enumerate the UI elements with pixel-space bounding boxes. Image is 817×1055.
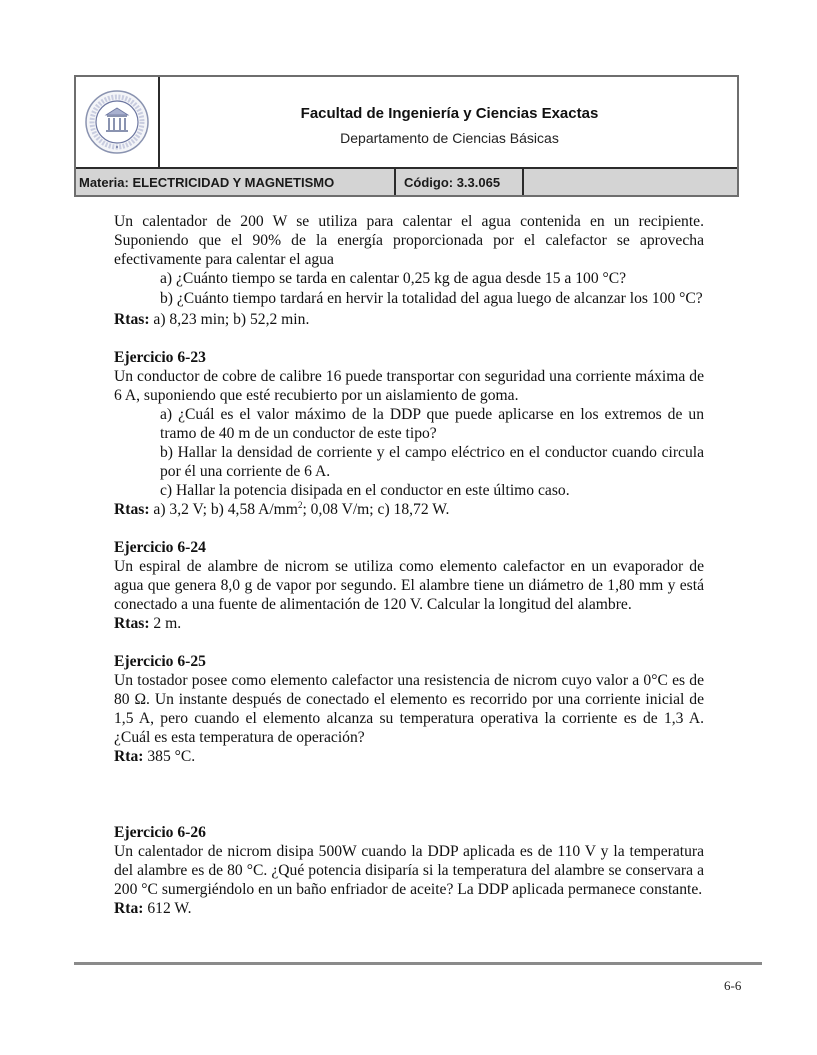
exercise-6-24 bbox=[114, 538, 704, 633]
exercise-statement: Un tostador posee como elemento calefactor una resistencia de nicrom cuyo valor a 0°C es de 80 Ω. Un instante después de conectado el elemento es recorrido por una corriente inicial de 1,5 A, pero cuando el elemento alcanza su temperatura operativa la corriente es de 1,3 A. ¿Cuál es esta temperatura de operación? bbox=[114, 672, 704, 746]
exercise-item-a: a) ¿Cuál es el valor máximo de la DDP que puede aplicarse en los extremos de un tramo de 40 m de un conductor de este tipo? bbox=[160, 406, 704, 442]
answer-label: Rtas: bbox=[114, 311, 150, 328]
exercise-item-b: b) ¿Cuánto tiempo tardará en hervir la totalidad del agua luego de alcanzar los 100 °C? bbox=[160, 290, 703, 307]
exercise-title: Ejercicio 6-24 bbox=[114, 539, 206, 556]
intro-exercise bbox=[114, 212, 704, 329]
exercise-statement: Un espiral de alambre de nicrom se utiliza como elemento calefactor en un evaporador de agua que genera 8,0 g de vapor por segundo. El alambre tiene un diámetro de 1,80 mm y está conectado a una fuente de alimentación de 120 V. Calcular la longitud del alambre. bbox=[114, 558, 704, 613]
exercise-answer bbox=[114, 310, 704, 329]
university-logo-cell bbox=[76, 77, 160, 167]
answer-label: Rtas: bbox=[114, 615, 150, 632]
header-table bbox=[74, 75, 739, 197]
department-subtitle: Departamento de Ciencias Básicas bbox=[340, 130, 559, 146]
header-top-row bbox=[76, 77, 737, 169]
code-cell: Código: 3.3.065 bbox=[396, 169, 524, 195]
answer-label: Rtas: bbox=[114, 501, 150, 518]
document-body bbox=[114, 212, 704, 918]
header-title-cell bbox=[162, 77, 737, 167]
answer-label: Rta: bbox=[114, 900, 144, 917]
faculty-title: Facultad de Ingeniería y Ciencias Exactas bbox=[300, 105, 599, 122]
exercise-statement: Un calentador de 200 W se utiliza para calentar el agua contenida en un recipiente. Suponiendo que el 90% de la energía proporcionada por el calefactor se aprovecha efectivamente para calentar el agua bbox=[114, 213, 704, 268]
exercise-title: Ejercicio 6-23 bbox=[114, 349, 206, 366]
exercise-statement: Un conductor de cobre de calibre 16 puede transportar con seguridad una corriente máxima de 6 A, suponiendo que esté recubierto por un aislamiento de goma. bbox=[114, 368, 704, 404]
exercise-statement: Un calentador de nicrom disipa 500W cuando la DDP aplicada es de 110 V y la temperatura del alambre es de 80 °C. ¿Qué potencia disiparía si la temperatura del alambre se conservara a 200 °C sumergiéndolo en un baño enfriador de aceite? La DDP aplicada permanece constante. bbox=[114, 843, 704, 898]
page-number: 6-6 bbox=[724, 978, 742, 993]
exercise-answer: Rta: 612 W. bbox=[114, 900, 192, 917]
header-bottom-row bbox=[76, 169, 737, 195]
university-seal-icon bbox=[84, 89, 150, 155]
exercise-answer: Rtas: a) 3,2 V; b) 4,58 $A/mm^2$; 0,08 V/m; c) 18,72 W. bbox=[114, 499, 450, 518]
exercise-6-25 bbox=[114, 652, 704, 766]
exercise-item-a: a) ¿Cuánto tiempo se tarda en calentar 0,25 kg de agua desde 15 a 100 °C? bbox=[160, 270, 627, 287]
exercise-6-23 bbox=[114, 348, 704, 519]
empty-cell bbox=[524, 169, 737, 195]
exercise-item-b: b) Hallar la densidad de corriente y el campo eléctrico en el conductor cuando circula por él una corriente de 6 A. bbox=[160, 444, 704, 480]
subject-cell: Materia: ELECTRICIDAD Y MAGNETISMO bbox=[76, 169, 396, 195]
answer-text: a) 8,23 min; b) 52,2 min. bbox=[149, 311, 310, 328]
footer-divider bbox=[74, 962, 762, 965]
exercise-answer: Rtas: 2 m. bbox=[114, 615, 182, 632]
exercise-answer: Rta: 385 °C. bbox=[114, 748, 196, 765]
exercise-title: Ejercicio 6-26 bbox=[114, 824, 206, 841]
exercise-6-26 bbox=[114, 823, 704, 918]
exercise-item-c: c) Hallar la potencia disipada en el conductor en este último caso. bbox=[160, 482, 570, 499]
exercise-title: Ejercicio 6-25 bbox=[114, 653, 206, 670]
answer-label: Rta: bbox=[114, 748, 144, 765]
